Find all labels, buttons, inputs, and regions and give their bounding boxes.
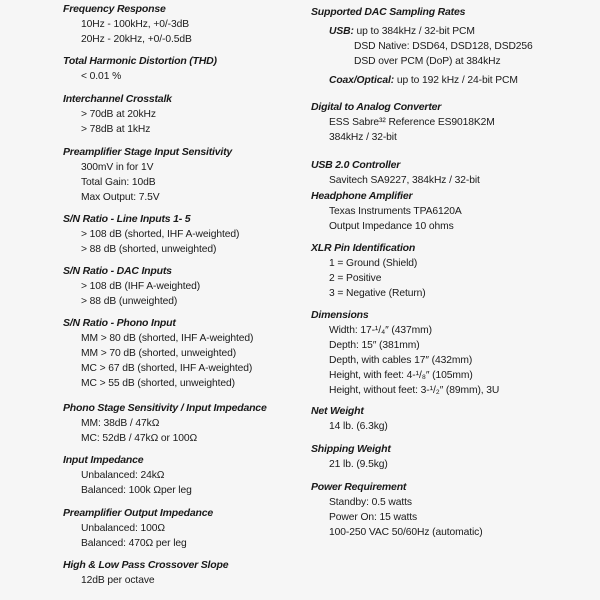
spec-value: > 108 dB (shorted, IHF A-weighted) bbox=[81, 229, 240, 240]
spec-heading: Frequency Response bbox=[63, 3, 166, 15]
spec-section-shipping-weight bbox=[311, 442, 391, 472]
spec-value: 300mV in for 1V bbox=[81, 162, 154, 173]
spec-value: Height, with feet: 4-¹/₈″ (105mm) bbox=[329, 370, 473, 381]
spec-heading: XLR Pin Identification bbox=[311, 242, 416, 254]
spec-section-dimensions bbox=[311, 308, 499, 398]
spec-value: 21 lb. (9.5kg) bbox=[329, 459, 388, 470]
spec-value: Output Impedance 10 ohms bbox=[329, 221, 454, 232]
spec-value: MM: 38dB / 47kΩ bbox=[81, 418, 160, 429]
spec-value: Max Output: 7.5V bbox=[81, 192, 160, 203]
spec-value: 384kHz / 32-bit bbox=[329, 132, 397, 143]
spec-heading: Preamplifier Stage Input Sensitivity bbox=[63, 146, 233, 158]
spec-value: 14 lb. (6.3kg) bbox=[329, 421, 388, 432]
spec-value: Balanced: 470Ω per leg bbox=[81, 538, 187, 549]
spec-heading: Shipping Weight bbox=[311, 443, 391, 455]
spec-value: 1 = Ground (Shield) bbox=[329, 258, 418, 269]
spec-value: > 70dB at 20kHz bbox=[81, 109, 156, 120]
spec-value: > 88 dB (unweighted) bbox=[81, 296, 178, 307]
spec-heading: Digital to Analog Converter bbox=[311, 101, 442, 113]
spec-value: 3 = Negative (Return) bbox=[329, 288, 426, 299]
spec-section-s-n-ratio-dac-inputs bbox=[63, 264, 200, 309]
spec-value: MC > 55 dB (shorted, unweighted) bbox=[81, 378, 235, 389]
spec-value: 10Hz - 100kHz, +0/-3dB bbox=[81, 19, 189, 30]
spec-heading: Power Requirement bbox=[311, 481, 407, 493]
spec-heading: S/N Ratio - Line Inputs 1- 5 bbox=[63, 213, 191, 225]
spec-value-row bbox=[311, 73, 533, 88]
spec-section-preamplifier-output-impedance bbox=[63, 506, 213, 551]
spec-heading: High & Low Pass Crossover Slope bbox=[63, 559, 229, 571]
spec-value: Depth, with cables 17″ (432mm) bbox=[329, 355, 473, 366]
spec-value: > 78dB at 1kHz bbox=[81, 124, 151, 135]
spec-section-phono-stage-sensitivity-input-impedance bbox=[63, 401, 267, 446]
spec-value: > 88 dB (shorted, unweighted) bbox=[81, 244, 217, 255]
spec-section-digital-to-analog-converter bbox=[311, 100, 495, 145]
spec-value: ESS Sabre³² Reference ES9018K2M bbox=[329, 117, 495, 128]
spec-heading: Preamplifier Output Impedance bbox=[63, 507, 213, 519]
spec-section-supported-dac-sampling-rates bbox=[311, 5, 533, 88]
spec-value: MC: 52dB / 47kΩ or 100Ω bbox=[81, 433, 198, 444]
spec-section-usb-2-0-controller bbox=[311, 158, 480, 188]
spec-value: Unbalanced: 24kΩ bbox=[81, 470, 165, 481]
spec-value: Standby: 0.5 watts bbox=[329, 497, 412, 508]
spec-heading: Net Weight bbox=[311, 405, 364, 417]
spec-value: Balanced: 100k Ωper leg bbox=[81, 485, 192, 496]
spec-heading: Dimensions bbox=[311, 309, 369, 321]
spec-value: Unbalanced: 100Ω bbox=[81, 523, 165, 534]
spec-value: MM > 70 dB (shorted, unweighted) bbox=[81, 348, 237, 359]
spec-value: Total Gain: 10dB bbox=[81, 177, 156, 188]
spec-value: up to 192 kHz / 24-bit PCM bbox=[394, 75, 518, 86]
spec-value: up to 384kHz / 32-bit PCM bbox=[353, 26, 475, 37]
spec-sub-value: DSD over PCM (DoP) at 384kHz bbox=[354, 56, 501, 67]
spec-heading: Phono Stage Sensitivity / Input Impedance bbox=[63, 402, 267, 414]
spec-value: MC > 67 dB (shorted, IHF A-weighted) bbox=[81, 363, 253, 374]
spec-value: Width: 17-¹/₄″ (437mm) bbox=[329, 325, 432, 336]
spec-section-total-harmonic-distortion-thd bbox=[63, 54, 217, 84]
spec-section-input-impedance bbox=[63, 453, 192, 498]
spec-section-headphone-amplifier bbox=[311, 189, 462, 234]
spec-label: USB: bbox=[329, 26, 354, 37]
spec-value: Depth: 15″ (381mm) bbox=[329, 340, 420, 351]
spec-heading: Supported DAC Sampling Rates bbox=[311, 6, 466, 18]
spec-section-xlr-pin-identification bbox=[311, 241, 426, 301]
spec-heading: S/N Ratio - Phono Input bbox=[63, 317, 176, 329]
spec-label: Coax/Optical: bbox=[329, 75, 395, 86]
spec-heading: Total Harmonic Distortion (THD) bbox=[63, 55, 217, 67]
spec-section-interchannel-crosstalk bbox=[63, 92, 172, 137]
spec-section-net-weight bbox=[311, 404, 388, 434]
spec-value: MM > 80 dB (shorted, IHF A-weighted) bbox=[81, 333, 254, 344]
spec-section-high-low-pass-crossover-slope bbox=[63, 558, 228, 588]
spec-value: < 0.01 % bbox=[81, 71, 122, 82]
spec-heading: Interchannel Crosstalk bbox=[63, 93, 172, 105]
spec-value: 12dB per octave bbox=[81, 575, 155, 586]
spec-heading: Input Impedance bbox=[63, 454, 144, 466]
spec-heading: USB 2.0 Controller bbox=[311, 159, 401, 171]
spec-section-preamplifier-stage-input-sensitivity bbox=[63, 145, 232, 205]
spec-value-row bbox=[311, 24, 533, 39]
spec-value: > 108 dB (IHF A-weighted) bbox=[81, 281, 201, 292]
spec-section-s-n-ratio-phono-input bbox=[63, 316, 253, 391]
spec-value: Height, without feet: 3-¹/₂″ (89mm), 3U bbox=[329, 385, 500, 396]
spec-heading: Headphone Amplifier bbox=[311, 190, 413, 202]
spec-section-power-requirement bbox=[311, 480, 483, 540]
right-spec-column bbox=[311, 0, 581, 600]
spec-sub-value: DSD Native: DSD64, DSD128, DSD256 bbox=[354, 41, 533, 52]
spec-value: Savitech SA9227, 384kHz / 32-bit bbox=[329, 175, 480, 186]
spec-section-s-n-ratio-line-inputs-1-5 bbox=[63, 212, 239, 257]
spec-value: 20Hz - 20kHz, +0/-0.5dB bbox=[81, 34, 192, 45]
left-spec-column bbox=[63, 0, 300, 600]
spec-value: Texas Instruments TPA6120A bbox=[329, 206, 462, 217]
spec-section-frequency-response bbox=[63, 2, 192, 47]
spec-heading: S/N Ratio - DAC Inputs bbox=[63, 265, 172, 277]
spec-value: 2 = Positive bbox=[329, 273, 382, 284]
spec-value: 100-250 VAC 50/60Hz (automatic) bbox=[329, 527, 483, 538]
spec-value: Power On: 15 watts bbox=[329, 512, 418, 523]
